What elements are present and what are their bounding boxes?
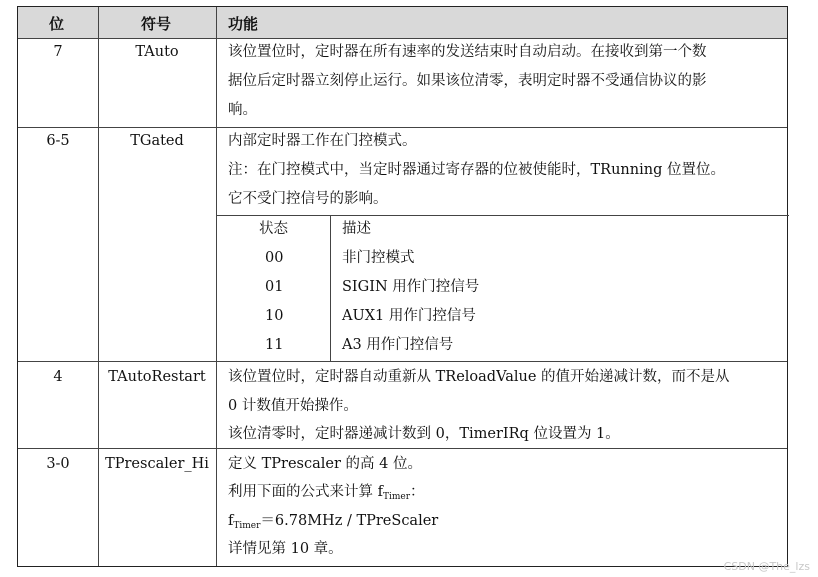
header-function: 功能 [228, 15, 259, 33]
row-function-line: 定义 TPrescaler 的高 4 位。 [228, 456, 422, 472]
row-symbol: TGated [130, 133, 184, 149]
row-symbol: TAuto [135, 44, 179, 60]
row-function-line: 响。 [228, 102, 257, 118]
formula-intro-subscript: Timer [382, 492, 411, 502]
row-function-line: 据位后定时器立刻停止运行。如果该位清零，表明定时器不受通信协议的影 [228, 73, 707, 89]
row-symbol: TPrescaler_Hi [105, 456, 209, 472]
row-function-line: 注：在门控模式中，当定时器通过寄存器的位被使能时，TRunning 位置位。 [228, 162, 725, 178]
row-function-line: 详情见第 10 章。 [228, 541, 343, 557]
formula-intro-tail: ： [410, 484, 425, 500]
row-function-line: 0 计数值开始操作。 [228, 398, 358, 414]
subtable-state: 01 [265, 279, 284, 295]
formula-rhs: ＝6.78MHz / TPreScaler [260, 513, 439, 529]
header-bit: 位 [49, 15, 65, 33]
subtable-state: 11 [265, 337, 284, 353]
register-table [17, 6, 788, 567]
subtable-header-desc: 描述 [342, 221, 371, 237]
subtable-state: 00 [265, 250, 284, 266]
row-function-line: 该位置位时，定时器自动重新从 TReloadValue 的值开始递减计数，而不是从 [228, 369, 730, 385]
row-bit: 3-0 [46, 456, 70, 472]
row-divider [18, 361, 787, 362]
formula-f: f [228, 513, 234, 529]
subtable-desc: SIGIN 用作门控信号 [342, 279, 480, 295]
row-function-line: 该位置位时，定时器在所有速率的发送结束时自动启动。在接收到第一个数 [228, 44, 707, 60]
subtable-desc: 非门控模式 [342, 250, 415, 266]
row-symbol: TAutoRestart [108, 369, 206, 385]
row-bit: 6-5 [46, 133, 70, 149]
subtable-header-state: 状态 [259, 221, 288, 237]
row-function-line: 该位清零时，定时器递减计数到 0，TimerIRq 位设置为 1。 [228, 426, 620, 442]
formula-intro-text: 利用下面的公式来计算 f [228, 484, 383, 500]
watermark: CSDN @The_lzs [723, 560, 810, 573]
column-divider [216, 7, 217, 566]
row-bit: 7 [53, 44, 63, 60]
column-divider [98, 7, 99, 566]
header-symbol: 符号 [141, 15, 172, 33]
subtable-state: 10 [265, 308, 284, 324]
row-function-line: 内部定时器工作在门控模式。 [228, 133, 417, 149]
subtable-divider [330, 215, 331, 361]
table-header [18, 7, 787, 39]
subtable-top-border [216, 215, 789, 216]
row-bit: 4 [53, 369, 63, 385]
subtable-desc: AUX1 用作门控信号 [342, 308, 476, 324]
subtable-desc: A3 用作门控信号 [342, 337, 454, 353]
formula-subscript: Timer [233, 521, 261, 531]
row-function-line: 它不受门控信号的影响。 [228, 191, 388, 207]
